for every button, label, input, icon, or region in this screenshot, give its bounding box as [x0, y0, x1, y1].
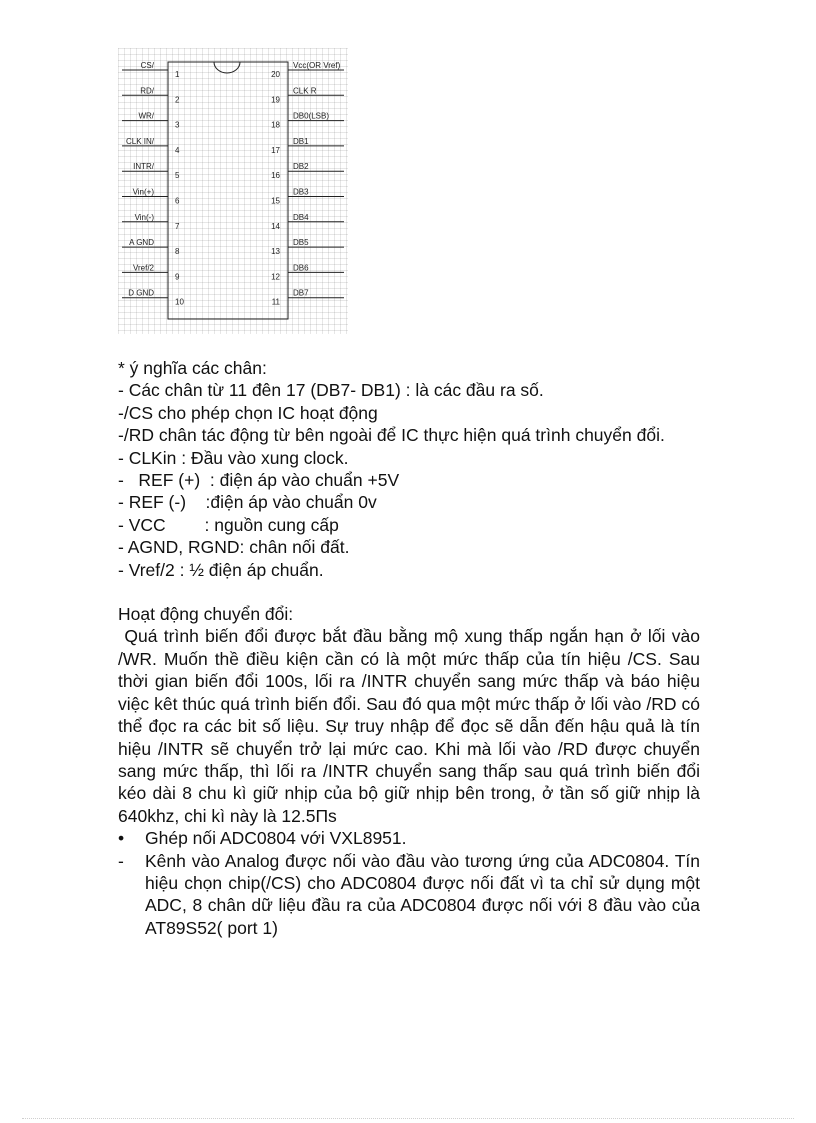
pin-number-left: 7	[175, 221, 180, 231]
pin-label-left: CLK IN/	[125, 136, 154, 146]
pin-number-left: 9	[175, 272, 180, 282]
pin-label-left: A GND	[129, 238, 154, 248]
pin-label-right: DB7	[293, 288, 309, 298]
pin-label-left: CS/	[140, 61, 154, 70]
pin-number-left: 6	[175, 196, 180, 206]
dash-text: Kênh vào Analog được nối vào đầu vào tương ứng của ADC0804. Tín hiệu chọn chip(/CS) cho ADC0804 được nối đất vì ta chỉ sử dụng một ADC, 8 chân dữ liệu đầu ra của ADC0804 được nối với 8 đầu vào của AT89S52( port 1)	[145, 850, 700, 938]
pin-label-left: Vref/2	[132, 263, 154, 273]
pin-label-left: WR/	[138, 111, 154, 121]
adc0804-pinout-diagram	[118, 48, 348, 334]
dash-mark: -	[118, 850, 124, 871]
pinout-svg	[118, 48, 348, 334]
pin-number-left: 4	[175, 145, 180, 155]
pin-number-right: 11	[271, 297, 280, 307]
pin-label-right: DB3	[293, 187, 309, 197]
pin-number-left: 3	[175, 120, 180, 130]
pin-label-right: DB2	[293, 162, 309, 172]
pin-label-right: DB1	[293, 136, 309, 146]
pin-number-right: 14	[271, 221, 280, 231]
pin-number-left: 10	[175, 297, 184, 307]
pin-number-right: 19	[271, 95, 280, 105]
bullet-mark: •	[118, 828, 125, 849]
pin-number-right: 18	[271, 120, 280, 130]
pin-label-left: Vin(+)	[132, 187, 154, 197]
document-body	[118, 357, 705, 939]
pin-label-right: Vcc(OR Vref)	[293, 61, 341, 70]
pin-label-right: DB4	[293, 212, 309, 222]
pin-number-right: 12	[271, 272, 280, 282]
pin-label-right: DB0(LSB)	[293, 111, 330, 121]
pin-meaning-heading: * ý nghĩa các chân:	[118, 358, 267, 378]
page-footer-line	[22, 1118, 794, 1119]
pin-label-right: DB6	[293, 263, 309, 273]
pin-number-right: 13	[271, 247, 280, 257]
pin-line-gnd: - AGND, RGND: chân nối đất.	[118, 537, 350, 558]
pin-number-left: 1	[175, 70, 180, 79]
pin-number-right: 17	[271, 145, 280, 155]
pin-label-left: RD/	[140, 86, 154, 96]
conversion-heading: Hoạt động chuyển đổi:	[118, 604, 294, 625]
spacer	[118, 581, 700, 603]
dash-item	[118, 850, 700, 940]
pin-number-right: 20	[271, 70, 280, 79]
pin-number-left: 2	[175, 95, 180, 105]
pin-number-right: 16	[271, 171, 280, 181]
chip-notch	[214, 62, 240, 73]
conversion-paragraph: Quá trình biến đổi được bắt đầu bằng mộ xung thấp ngắn hạn ở lối vào /WR. Muốn thề điều kiện cần có là một mức thấp của tín hiệu /CS. Sau thời gian biến đổi 100s, lối ra /INTR chuyển sang mức thấp và báo hiệu việc kêt thúc quá trình biến đổi. Sau đó qua một mức thấp ở lối vào /RD có thể đọc ra các bit số liệu. Sự truy nhập để đọc sẽ dẫn đến hậu quả là tín hiệu /INTR sẽ chuyển trở lại mức cao. Khi mà lối vào /RD được chuyển sang mức thấp, thì lối ra /INTR chuyển sang thấp sau quá trình biến đổi kéo dài 8 chu kì giữ nhịp của bộ giữ nhịp bên trong, ở tần số giữ nhịp là 640khz, chi kì này là 12.5Пs	[118, 626, 705, 826]
pin-line-cs: -/CS cho phép chọn IC hoạt động	[118, 402, 378, 423]
pin-label-left: Vin(-)	[134, 212, 154, 222]
pin-line-clkin: - CLKin : Đầu vào xung clock.	[118, 447, 349, 468]
pin-label-left: D GND	[128, 288, 154, 298]
chip-body	[168, 62, 288, 319]
pin-line-ref-plus: - REF (+) : điện áp vào chuẩn +5V	[118, 470, 400, 491]
pin-label-left: INTR/	[133, 162, 154, 172]
pin-number-right: 15	[271, 196, 280, 206]
pin-number-left: 5	[175, 171, 180, 181]
pin-line-rd: -/RD chân tác động từ bên ngoài để IC thực hiện quá trình chuyển đổi.	[118, 425, 665, 446]
pin-label-right: CLK R	[293, 86, 317, 96]
pin-line-vcc: - VCC : nguồn cung cấp	[118, 514, 339, 535]
bullet-text: Ghép nối ADC0804 với VXL8951.	[145, 828, 407, 849]
bullet-item	[118, 827, 700, 849]
pin-line-ref-minus: - REF (-) :điện áp vào chuẩn 0v	[118, 492, 377, 513]
pin-number-left: 8	[175, 247, 180, 257]
pin-line-output-pins: - Các chân từ 11 đên 17 (DB7- DB1) : là các đầu ra số.	[118, 380, 544, 401]
pin-line-vref2: - Vref/2 : ½ điện áp chuẩn.	[118, 559, 324, 580]
pin-label-right: DB5	[293, 238, 309, 248]
